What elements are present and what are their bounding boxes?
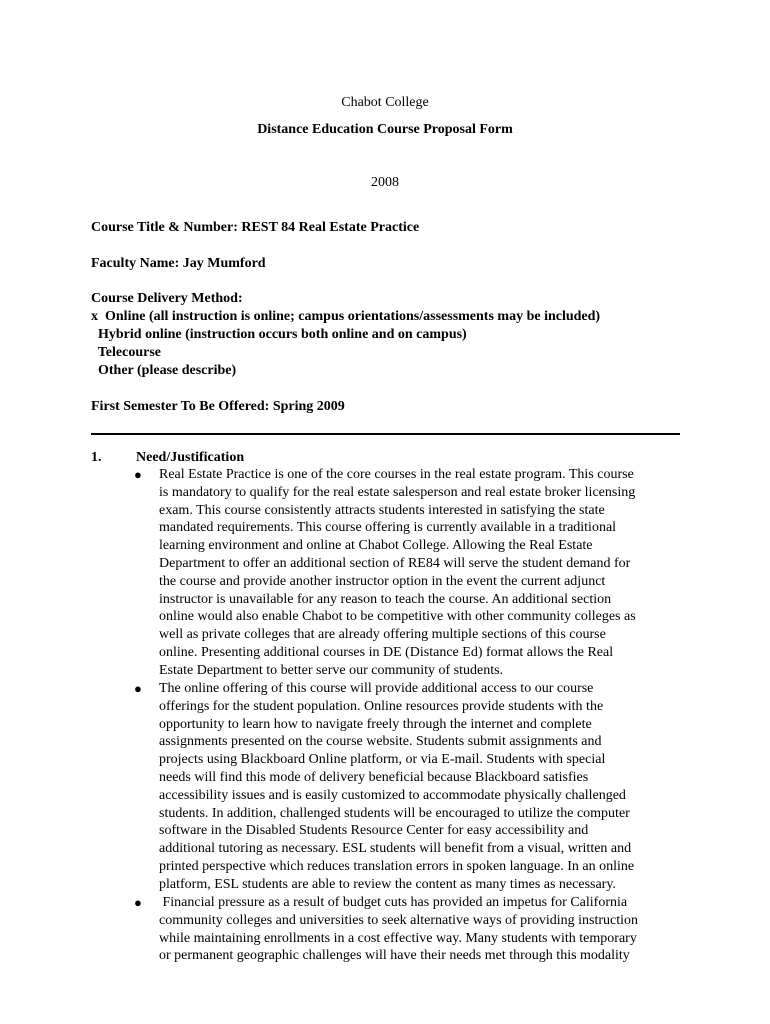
paragraph-line: additional tutoring as necessary. ESL students will benefit from a visual, written and (159, 841, 632, 857)
horizontal-divider (91, 433, 680, 435)
course-title-field: Course Title & Number: REST 84 Real Estate Practice (91, 220, 420, 235)
paragraph-line: assignments presented on the course website. Students submit assignments and (159, 734, 602, 750)
bullet-item-3 (134, 894, 679, 965)
paragraph-line: or permanent geographic challenges will have their needs met through this modality (159, 948, 630, 964)
paragraph-line: projects using Blackboard Online platform, or via E-mail. Students with special (159, 752, 606, 768)
section-title: Need/Justification (136, 450, 245, 465)
bullet-icon: ● (134, 895, 142, 910)
paragraph-line: needs will find this mode of delivery beneficial because Blackboard satisfies (159, 769, 589, 785)
first-semester-field: First Semester To Be Offered: Spring 2009 (91, 399, 345, 414)
paragraph-line: platform, ESL students are able to review the content as many times as necessary. (159, 876, 616, 892)
delivery-option-telecourse: Telecourse (91, 345, 161, 360)
paragraph-line: online. Presenting additional courses in DE (Distance Ed) format allows the Real (159, 644, 614, 660)
paragraph-line: Real Estate Practice is one of the core courses in the real estate program. This course (159, 467, 634, 482)
delivery-option-online: x Online (all instruction is online; campus orientations/assessments may be included) (91, 309, 601, 324)
form-title: Distance Education Course Proposal Form (257, 122, 513, 137)
paragraph-line: the course and provide another instructor option in the event the current adjunct (159, 573, 606, 589)
paragraph-line: Estate Department to better serve our community of students. (159, 662, 504, 678)
paragraph-line: offerings for the student population. Online resources provide students with the (159, 698, 604, 714)
paragraph-line: students. In addition, challenged students will be encouraged to utilize the computer (159, 805, 630, 821)
college-name: Chabot College (341, 95, 429, 110)
paragraph-line: accessibility issues and is easily customized to accommodate physically challenged (159, 787, 626, 803)
paragraph-line: printed perspective which reduces translation errors in spoken language. In an online (159, 858, 635, 874)
bullet-item-2 (134, 680, 679, 894)
bullet-icon: ● (134, 467, 142, 482)
paragraph-line: software in the Disabled Students Resource Center for easy accessibility and (159, 823, 589, 839)
bullet-item-1 (134, 466, 679, 680)
delivery-option-other: Other (please describe) (91, 363, 237, 378)
paragraph-line: well as private colleges that are already offering multiple sections of this course (159, 627, 606, 643)
delivery-method-heading: Course Delivery Method: (91, 291, 243, 306)
paragraph-line: Department to offer an additional section of RE84 will serve the student demand for (159, 555, 631, 571)
paragraph-line: online would also enable Chabot to be competitive with other community colleges as (159, 609, 636, 625)
paragraph-line: mandated requirements. This course offering is currently available in a traditional (159, 520, 617, 536)
section-number: 1. (91, 450, 102, 465)
paragraph-line: learning environment and online at Chabot College. Allowing the Real Estate (159, 538, 593, 554)
paragraph-line: exam. This course consistently attracts students interested in satisfying the state (159, 502, 605, 518)
paragraph-line: community colleges and universities to seek alternative ways of providing instruction (159, 912, 639, 928)
paragraph-line: opportunity to learn how to navigate freely through the internet and complete (159, 716, 592, 732)
faculty-name-field: Faculty Name: Jay Mumford (91, 256, 266, 271)
delivery-option-hybrid: Hybrid online (instruction occurs both online and on campus) (91, 327, 467, 342)
paragraph-line: is mandatory to qualify for the real estate salesperson and real estate broker licensing (159, 484, 636, 500)
form-year: 2008 (371, 175, 399, 190)
paragraph-line: instructor is unavailable for any reason to teach the course. An additional section (159, 591, 612, 607)
paragraph-line: Financial pressure as a result of budget cuts has provided an impetus for California (159, 895, 628, 910)
paragraph-line: while maintaining enrollments in a cost effective way. Many students with temporary (159, 930, 637, 946)
paragraph-line: The online offering of this course will provide additional access to our course (159, 681, 594, 696)
bullet-icon: ● (134, 681, 142, 696)
